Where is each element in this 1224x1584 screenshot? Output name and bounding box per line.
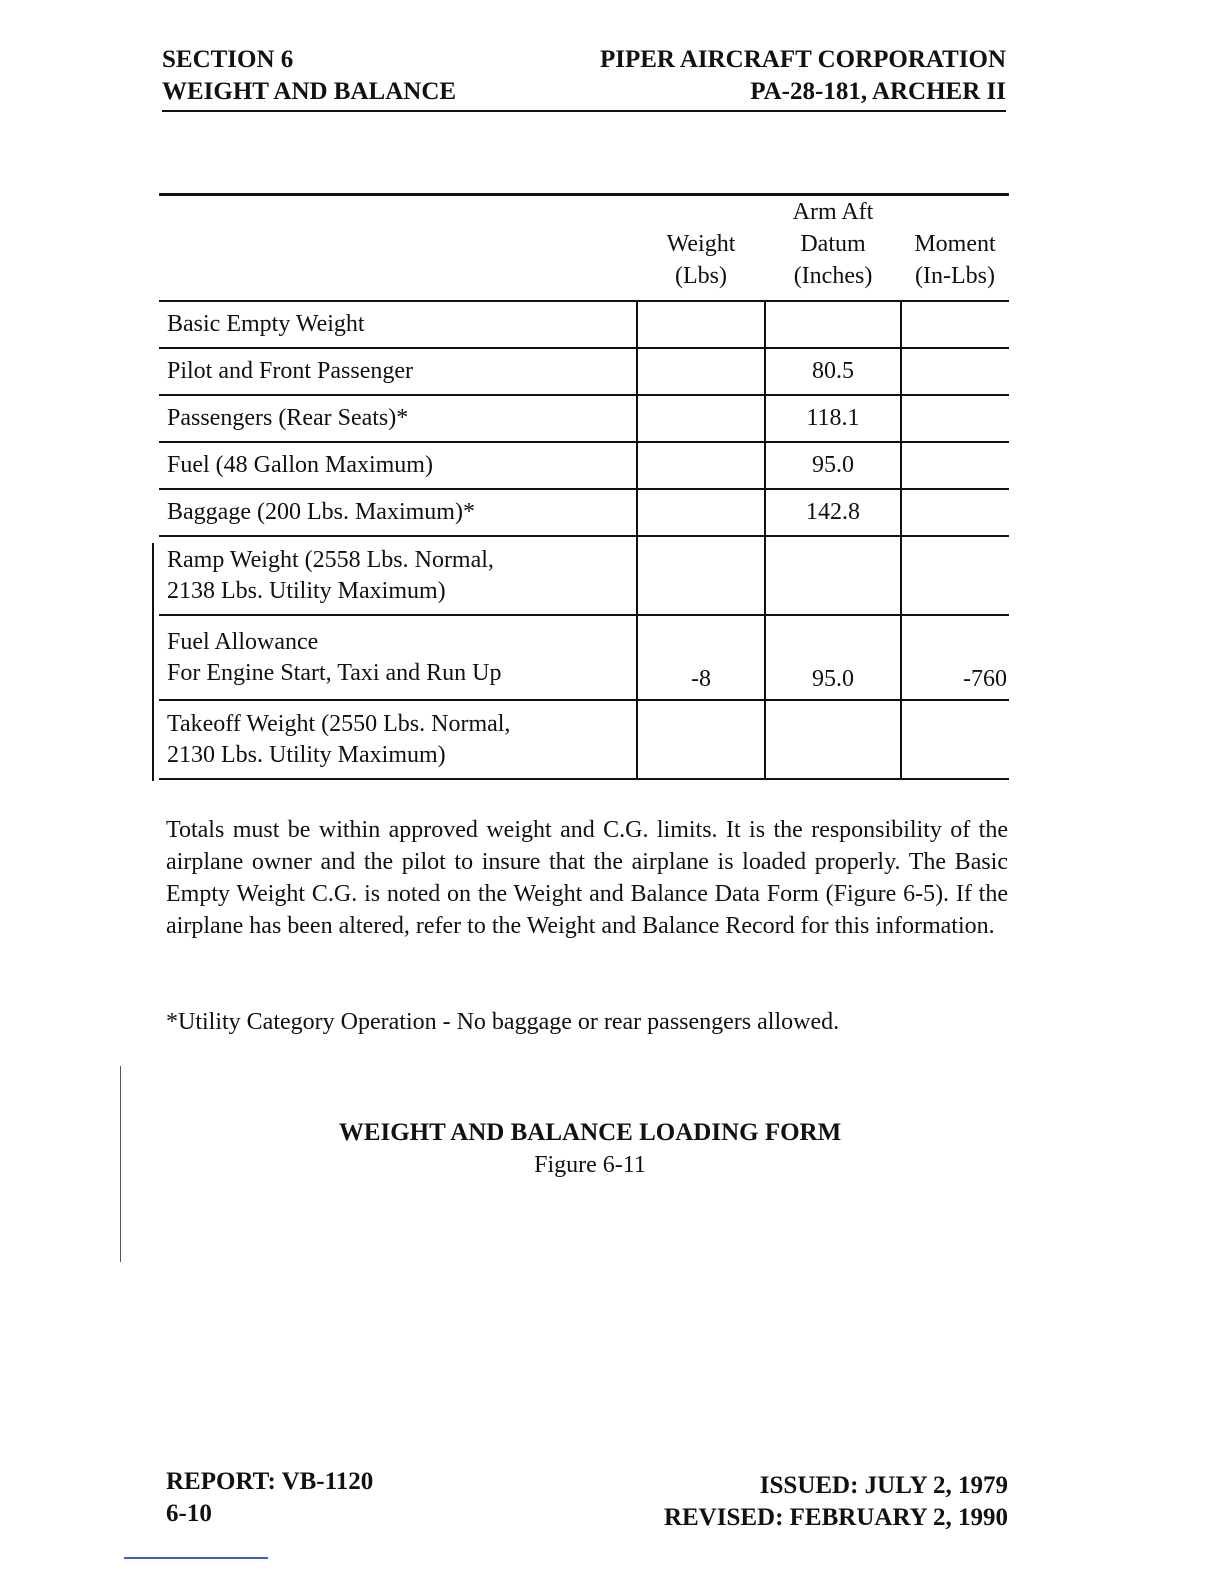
footnote: *Utility Category Operation - No baggage or rear passengers allowed.	[166, 1009, 840, 1035]
table-row	[159, 348, 1009, 395]
table-row	[159, 615, 1009, 700]
table-row	[159, 700, 1009, 779]
header-item	[159, 195, 637, 302]
arm-cell: 142.8	[765, 489, 901, 536]
row-label: Fuel (48 Gallon Maximum)	[159, 442, 637, 489]
arm-cell: 95.0	[765, 615, 901, 700]
section-number: SECTION 6	[162, 46, 294, 73]
weight-cell[interactable]	[637, 536, 765, 615]
weight-cell[interactable]	[637, 442, 765, 489]
row-label: Fuel Allowance For Engine Start, Taxi and Run Up	[159, 615, 637, 700]
arm-cell[interactable]	[765, 700, 901, 779]
arm-cell: 95.0	[765, 442, 901, 489]
aircraft-model: PA-28-181, ARCHER II	[750, 78, 1006, 105]
page-number: 6-10	[166, 1500, 212, 1527]
row-label: Pilot and Front Passenger	[159, 348, 637, 395]
moment-cell: -760	[901, 615, 1009, 700]
section-title: WEIGHT AND BALANCE	[162, 78, 457, 105]
row-label: Baggage (200 Lbs. Maximum)*	[159, 489, 637, 536]
footer-right	[664, 1470, 1008, 1534]
issued-date: ISSUED: JULY 2, 1979	[759, 1472, 1008, 1499]
row-label: Takeoff Weight (2550 Lbs. Normal, 2130 Lbs. Utility Maximum)	[159, 700, 637, 779]
revision-bar	[152, 543, 154, 781]
table-row	[159, 536, 1009, 615]
moment-cell[interactable]	[901, 348, 1009, 395]
table-row	[159, 442, 1009, 489]
weight-cell[interactable]	[637, 395, 765, 442]
moment-cell[interactable]	[901, 301, 1009, 348]
weight-cell[interactable]	[637, 700, 765, 779]
header-left	[162, 44, 456, 108]
header-arm: Arm Aft Datum (Inches)	[765, 195, 901, 302]
footer-left	[166, 1466, 373, 1530]
header-weight: Weight (Lbs)	[637, 195, 765, 302]
weight-cell[interactable]	[637, 348, 765, 395]
weight-cell[interactable]	[637, 489, 765, 536]
moment-cell[interactable]	[901, 489, 1009, 536]
revised-date: REVISED: FEBRUARY 2, 1990	[663, 1504, 1008, 1531]
weight-cell[interactable]	[637, 301, 765, 348]
company-name: PIPER AIRCRAFT CORPORATION	[599, 46, 1006, 73]
moment-cell[interactable]	[901, 536, 1009, 615]
row-label: Basic Empty Weight	[159, 301, 637, 348]
moment-cell[interactable]	[901, 442, 1009, 489]
page-header	[162, 44, 1006, 112]
row-label: Passengers (Rear Seats)*	[159, 395, 637, 442]
figure-number: Figure 6-11	[534, 1152, 646, 1178]
table-row	[159, 301, 1009, 348]
header-moment: Moment (In-Lbs)	[901, 195, 1009, 302]
table-row	[159, 395, 1009, 442]
bottom-rule	[124, 1557, 268, 1559]
arm-cell: 80.5	[765, 348, 901, 395]
page-footer	[166, 1466, 1008, 1536]
loading-form-table	[159, 193, 1009, 780]
header-right	[600, 44, 1006, 108]
moment-cell[interactable]	[901, 700, 1009, 779]
table-row	[159, 489, 1009, 536]
arm-cell[interactable]	[765, 536, 901, 615]
table-header-row	[159, 195, 1009, 302]
figure-title: WEIGHT AND BALANCE LOADING FORM	[338, 1119, 842, 1146]
weight-cell: -8	[637, 615, 765, 700]
arm-cell: 118.1	[765, 395, 901, 442]
report-number: REPORT: VB-1120	[166, 1468, 374, 1495]
instructions-paragraph: Totals must be within approved weight and C.G. limits. It is the responsibility of the airplane owner and the pilot to insure that the airplane is loaded properly. The Basic Empty Weight C.G. is noted on the Weight and Balance Data Form (Figure 6-5). If the airplane has been altered, refer to the Weight and Balance Record for this information.	[166, 817, 1008, 939]
row-label: Ramp Weight (2558 Lbs. Normal, 2138 Lbs. Utility Maximum)	[159, 536, 637, 615]
moment-cell[interactable]	[901, 395, 1009, 442]
arm-cell	[765, 301, 901, 348]
figure-caption	[0, 1117, 1180, 1181]
